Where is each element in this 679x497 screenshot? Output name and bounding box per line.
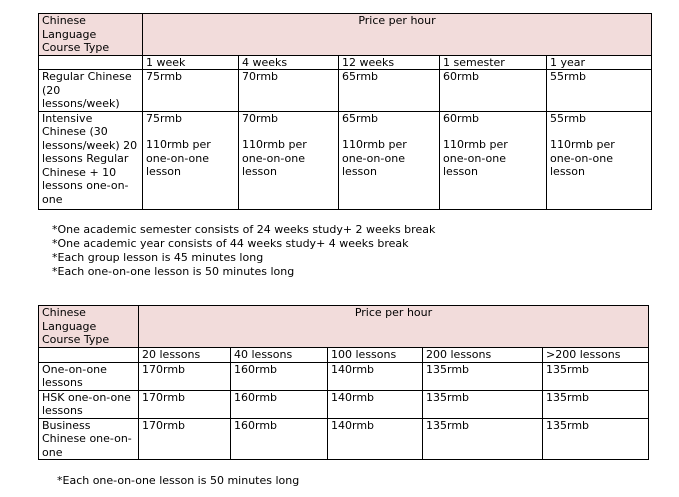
price-per-hour-header: Price per hour <box>139 306 649 348</box>
one-on-one-price: 110rmb per one-on-one lesson <box>242 138 307 178</box>
price-cell: 140rmb <box>328 390 423 418</box>
one-on-one-price: 110rmb per one-on-one lesson <box>550 138 615 178</box>
course-type-header: Chinese Language Course Type <box>39 306 139 348</box>
footnote: *One academic semester consists of 24 weeks study+ 2 weeks break <box>52 223 436 236</box>
price-cell: 70rmb 110rmb per one-on-one lesson <box>239 111 339 209</box>
column-header: 200 lessons <box>423 348 543 363</box>
column-header: 4 weeks <box>239 55 339 70</box>
price-cell: 135rmb <box>543 418 649 460</box>
price-cell: 135rmb <box>423 362 543 390</box>
blank-header-cell <box>39 348 139 363</box>
row-label: One-on-one lessons <box>39 362 139 390</box>
row-label: Regular Chinese (20 lessons/week) <box>39 70 143 112</box>
table-row <box>39 390 649 418</box>
price-per-hour-header: Price per hour <box>143 14 652 56</box>
price-cell: 170rmb <box>139 418 231 460</box>
price-cell: 160rmb <box>231 418 328 460</box>
course-price-table-group <box>38 13 652 210</box>
footnote: *One academic year consists of 44 weeks study+ 4 weeks break <box>52 237 409 250</box>
footnotes-group <box>57 474 299 488</box>
row-label: HSK one-on-one lessons <box>39 390 139 418</box>
course-price-table-one-on-one <box>38 305 649 460</box>
table-row <box>39 111 652 209</box>
column-header: 20 lessons <box>139 348 231 363</box>
table-row <box>39 70 652 112</box>
one-on-one-price: 110rmb per one-on-one lesson <box>443 138 508 178</box>
price-cell: 75rmb 110rmb per one-on-one lesson <box>143 111 239 209</box>
column-header: 12 weeks <box>339 55 440 70</box>
price-cell: 60rmb <box>440 70 547 112</box>
price-cell: 135rmb <box>543 362 649 390</box>
row-label: Intensive Chinese (30 lessons/week) 20 lessons Regular Chinese + 10 lessons one-on-one <box>39 111 143 209</box>
blank-header-cell <box>39 55 143 70</box>
row-label: Business Chinese one-on-one <box>39 418 139 460</box>
column-header: 1 week <box>143 55 239 70</box>
column-header: 1 year <box>547 55 652 70</box>
footnote: *Each one-on-one lesson is 50 minutes long <box>52 265 295 278</box>
price-cell: 160rmb <box>231 390 328 418</box>
price-cell: 60rmb 110rmb per one-on-one lesson <box>440 111 547 209</box>
price-cell: 55rmb 110rmb per one-on-one lesson <box>547 111 652 209</box>
footnotes-group <box>52 223 435 279</box>
column-header: 1 semester <box>440 55 547 70</box>
price-cell: 170rmb <box>139 390 231 418</box>
price-cell: 65rmb 110rmb per one-on-one lesson <box>339 111 440 209</box>
price-cell: 135rmb <box>423 390 543 418</box>
price-cell: 135rmb <box>423 418 543 460</box>
price-cell: 160rmb <box>231 362 328 390</box>
price-cell: 170rmb <box>139 362 231 390</box>
price-cell: 65rmb <box>339 70 440 112</box>
column-header: 40 lessons <box>231 348 328 363</box>
price-cell: 70rmb <box>239 70 339 112</box>
one-on-one-price: 110rmb per one-on-one lesson <box>146 138 211 178</box>
column-header: >200 lessons <box>543 348 649 363</box>
price-cell: 140rmb <box>328 362 423 390</box>
price-cell: 75rmb <box>143 70 239 112</box>
price-cell: 140rmb <box>328 418 423 460</box>
footnote: *Each group lesson is 45 minutes long <box>52 251 264 264</box>
table-row <box>39 362 649 390</box>
price-cell: 55rmb <box>547 70 652 112</box>
price-cell: 135rmb <box>543 390 649 418</box>
footnote: *Each one-on-one lesson is 50 minutes long <box>57 474 300 487</box>
column-header: 100 lessons <box>328 348 423 363</box>
course-type-header: Chinese Language Course Type <box>39 14 143 56</box>
one-on-one-price: 110rmb per one-on-one lesson <box>342 138 407 178</box>
table-row <box>39 418 649 460</box>
